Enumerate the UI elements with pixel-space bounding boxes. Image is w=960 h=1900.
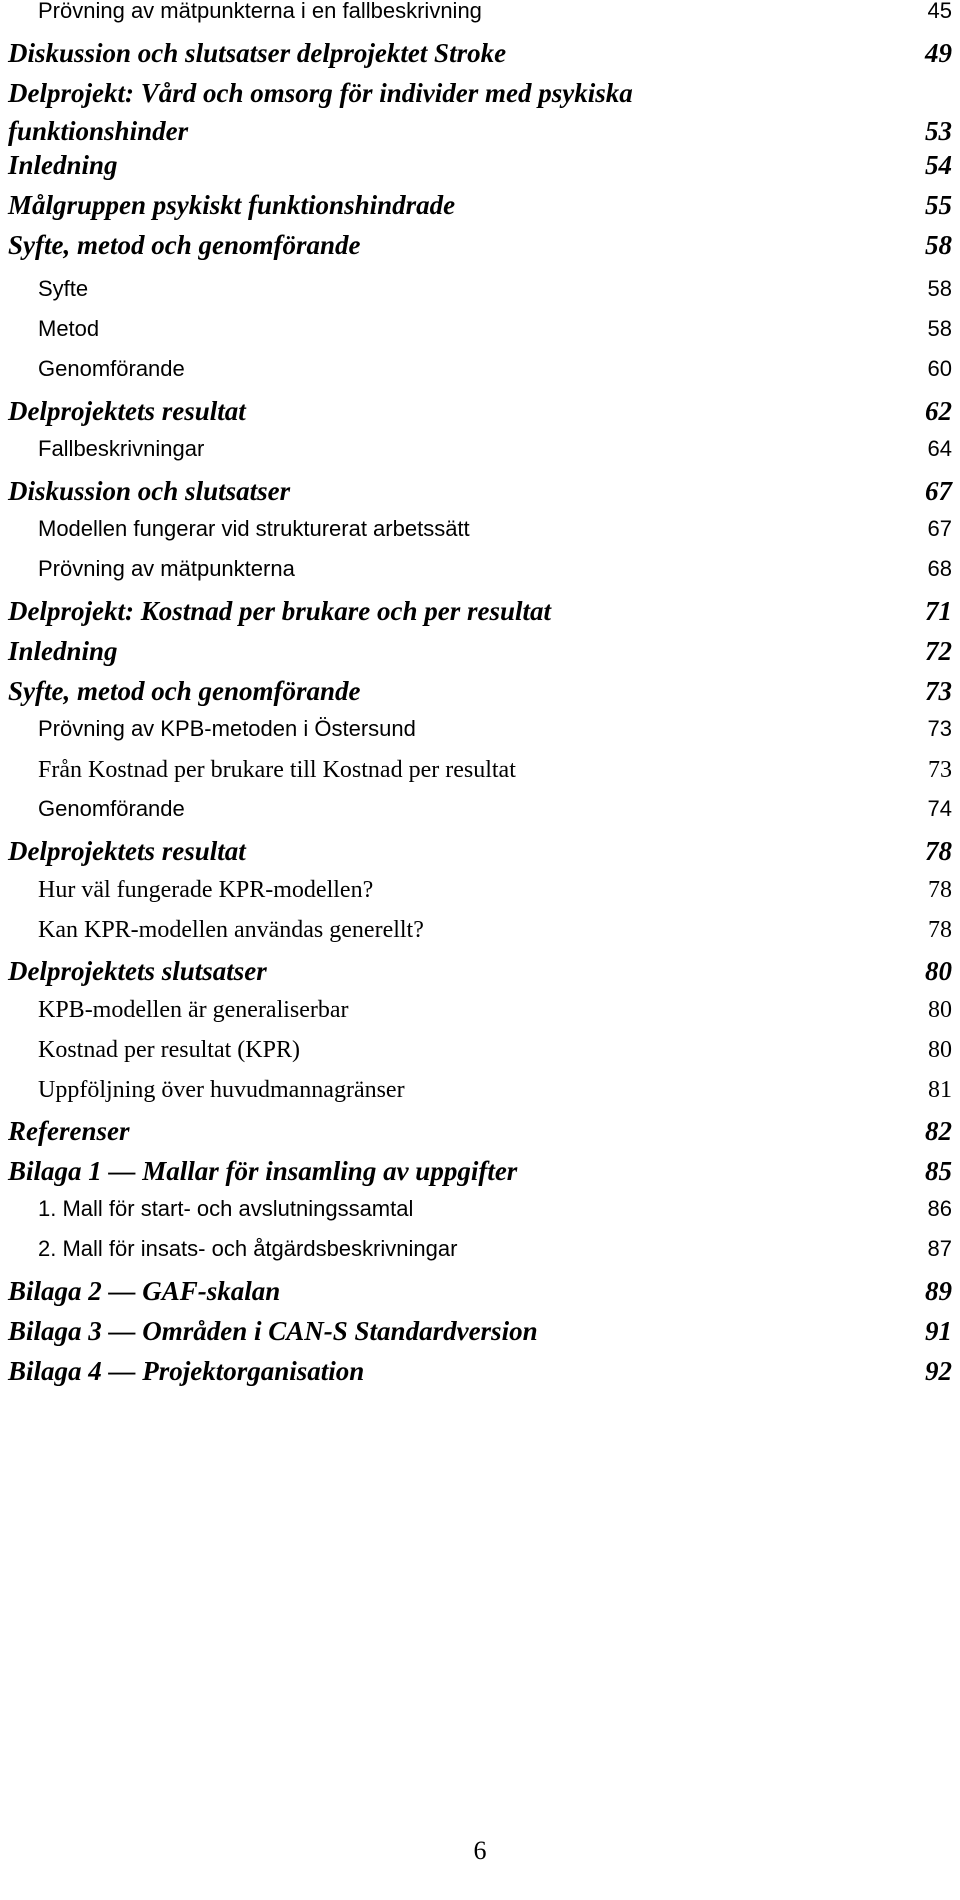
toc-subheading xyxy=(0,798,960,838)
toc-entry-title: Modellen fungerar vid strukturerat arbetssätt xyxy=(38,516,470,541)
toc-subheading xyxy=(0,718,960,758)
toc-entry-title: 2. Mall för insats- och åtgärdsbeskrivningar xyxy=(38,1236,458,1261)
toc-heading xyxy=(0,398,960,438)
toc-entry-page: 55 xyxy=(925,190,952,220)
toc-heading xyxy=(0,638,960,678)
toc-entry-page: 54 xyxy=(925,150,952,180)
toc-entry-page: 58 xyxy=(927,316,952,341)
toc-heading xyxy=(0,838,960,878)
toc-heading xyxy=(0,958,960,998)
toc-subheading xyxy=(0,1198,960,1238)
toc-entry-page: 92 xyxy=(925,1356,952,1386)
toc-entry-title: Syfte, metod och genomförande xyxy=(8,676,361,706)
toc-entry-page: 74 xyxy=(927,796,952,821)
toc-entry-title: 1. Mall för start- och avslutningssamtal xyxy=(38,1196,414,1221)
toc-entry-page: 80 xyxy=(928,997,952,1023)
toc-entry-page: 68 xyxy=(927,556,952,581)
toc-entry-page: 87 xyxy=(927,1236,952,1261)
toc-entry-page: 78 xyxy=(925,836,952,866)
toc-entry-page: 58 xyxy=(925,230,952,260)
toc-heading xyxy=(0,192,960,232)
toc-entry-title: Bilaga 1 — Mallar för insamling av uppgifter xyxy=(8,1156,518,1186)
toc-entry-title: Uppföljning över huvudmannagränser xyxy=(38,1077,405,1103)
toc-entry-title-line2: funktionshinder xyxy=(8,116,189,146)
toc-entry-page: 78 xyxy=(928,877,952,903)
toc-subheading xyxy=(0,1038,960,1078)
toc-heading xyxy=(0,478,960,518)
toc-entry-title: Kan KPR-modellen användas generellt? xyxy=(38,917,424,943)
toc-heading xyxy=(0,678,960,718)
toc-heading xyxy=(0,1278,960,1318)
toc-entry-page: 72 xyxy=(925,636,952,666)
toc-subheading xyxy=(0,918,960,958)
toc-entry-title: Delprojektets resultat xyxy=(8,396,246,426)
toc-entry-page: 80 xyxy=(925,956,952,986)
toc-entry-page: 67 xyxy=(925,476,952,506)
toc-entry-page: 73 xyxy=(927,716,952,741)
toc-entry-title: Delprojekt: Kostnad per brukare och per resultat xyxy=(8,596,552,626)
toc-entry-title: Delprojektets slutsatser xyxy=(8,956,267,986)
toc-entry-page: 81 xyxy=(928,1077,952,1103)
toc-entry-title: Bilaga 3 — Områden i CAN-S Standardversion xyxy=(8,1316,538,1346)
toc-entry-title: Delprojekt: Vård och omsorg för individer med psykiska xyxy=(8,78,633,108)
toc-entry-title: Målgruppen psykiskt funktionshindrade xyxy=(8,190,456,220)
toc-entry-page: 71 xyxy=(925,596,952,626)
toc-entry-title: Diskussion och slutsatser delprojektet Stroke xyxy=(8,38,507,68)
toc-entry-title: Prövning av mätpunkterna xyxy=(38,556,295,581)
toc-heading xyxy=(0,78,960,146)
toc-entry-title: Bilaga 2 — GAF-skalan xyxy=(8,1276,281,1306)
toc-entry-page: 49 xyxy=(925,38,952,68)
toc-entry-title: KPB-modellen är generaliserbar xyxy=(38,997,349,1023)
toc-entry-title: Syfte xyxy=(38,276,89,301)
toc-heading xyxy=(0,40,960,80)
toc-entry-page: 67 xyxy=(927,516,952,541)
toc-entry-title: Hur väl fungerade KPR-modellen? xyxy=(38,877,374,903)
toc-entry-page: 45 xyxy=(927,0,952,23)
toc-entry-page: 73 xyxy=(925,676,952,706)
toc-entry-page: 80 xyxy=(928,1037,952,1063)
toc-subheading xyxy=(0,998,960,1038)
toc-subheading xyxy=(0,438,960,478)
toc-subheading xyxy=(0,758,960,798)
toc-heading xyxy=(0,1358,960,1398)
toc-entry-page: 58 xyxy=(927,276,952,301)
toc-entry-title: Inledning xyxy=(8,150,118,180)
page-number: 6 xyxy=(473,1836,487,1865)
toc-subheading xyxy=(0,278,960,318)
toc-entry-page: 64 xyxy=(927,436,952,461)
toc-entry-title: Prövning av mätpunkterna i en fallbeskrivning xyxy=(38,0,482,23)
toc-heading xyxy=(0,1318,960,1358)
toc-subheading xyxy=(0,558,960,598)
toc-entry-title: Delprojektets resultat xyxy=(8,836,246,866)
toc-entry-title: Genomförande xyxy=(38,796,185,821)
toc-entry-page: 85 xyxy=(925,1156,952,1186)
toc-entry-page: 86 xyxy=(927,1196,952,1221)
toc-entry-title: Referenser xyxy=(8,1116,130,1146)
toc-entry-page: 82 xyxy=(925,1116,952,1146)
toc-subheading xyxy=(0,358,960,398)
toc-subheading xyxy=(0,518,960,558)
toc-heading xyxy=(0,1118,960,1158)
toc-subheading xyxy=(0,1078,960,1118)
toc-entry-title: Kostnad per resultat (KPR) xyxy=(38,1037,300,1063)
toc-entry-page: 73 xyxy=(928,757,952,783)
toc-entry-page: 53 xyxy=(925,116,952,146)
toc-entry-title: Metod xyxy=(38,316,100,341)
toc-entry-title: Diskussion och slutsatser xyxy=(8,476,291,506)
toc-heading xyxy=(0,598,960,638)
toc-entry-page: 78 xyxy=(928,917,952,943)
toc-entry-title: Inledning xyxy=(8,636,118,666)
toc-entry-page: 91 xyxy=(925,1316,952,1346)
toc-heading xyxy=(0,1158,960,1198)
toc-entry-title: Syfte, metod och genomförande xyxy=(8,230,361,260)
toc-subheading xyxy=(0,1238,960,1278)
toc-entry-page: 60 xyxy=(927,356,952,381)
toc-subheading xyxy=(0,318,960,358)
toc-subheading xyxy=(0,878,960,918)
toc-heading xyxy=(0,232,960,272)
toc-entry-title: Från Kostnad per brukare till Kostnad per resultat xyxy=(38,757,516,783)
toc-entry-page: 62 xyxy=(925,396,952,426)
toc-entry-title: Prövning av KPB-metoden i Östersund xyxy=(38,716,416,741)
toc-entry-title: Fallbeskrivningar xyxy=(38,436,205,461)
toc-entry-title: Genomförande xyxy=(38,356,185,381)
toc-entry-title: Bilaga 4 — Projektorganisation xyxy=(8,1356,365,1386)
toc-heading xyxy=(0,152,960,192)
toc-entry-page: 89 xyxy=(925,1276,952,1306)
toc-subheading xyxy=(0,0,960,40)
